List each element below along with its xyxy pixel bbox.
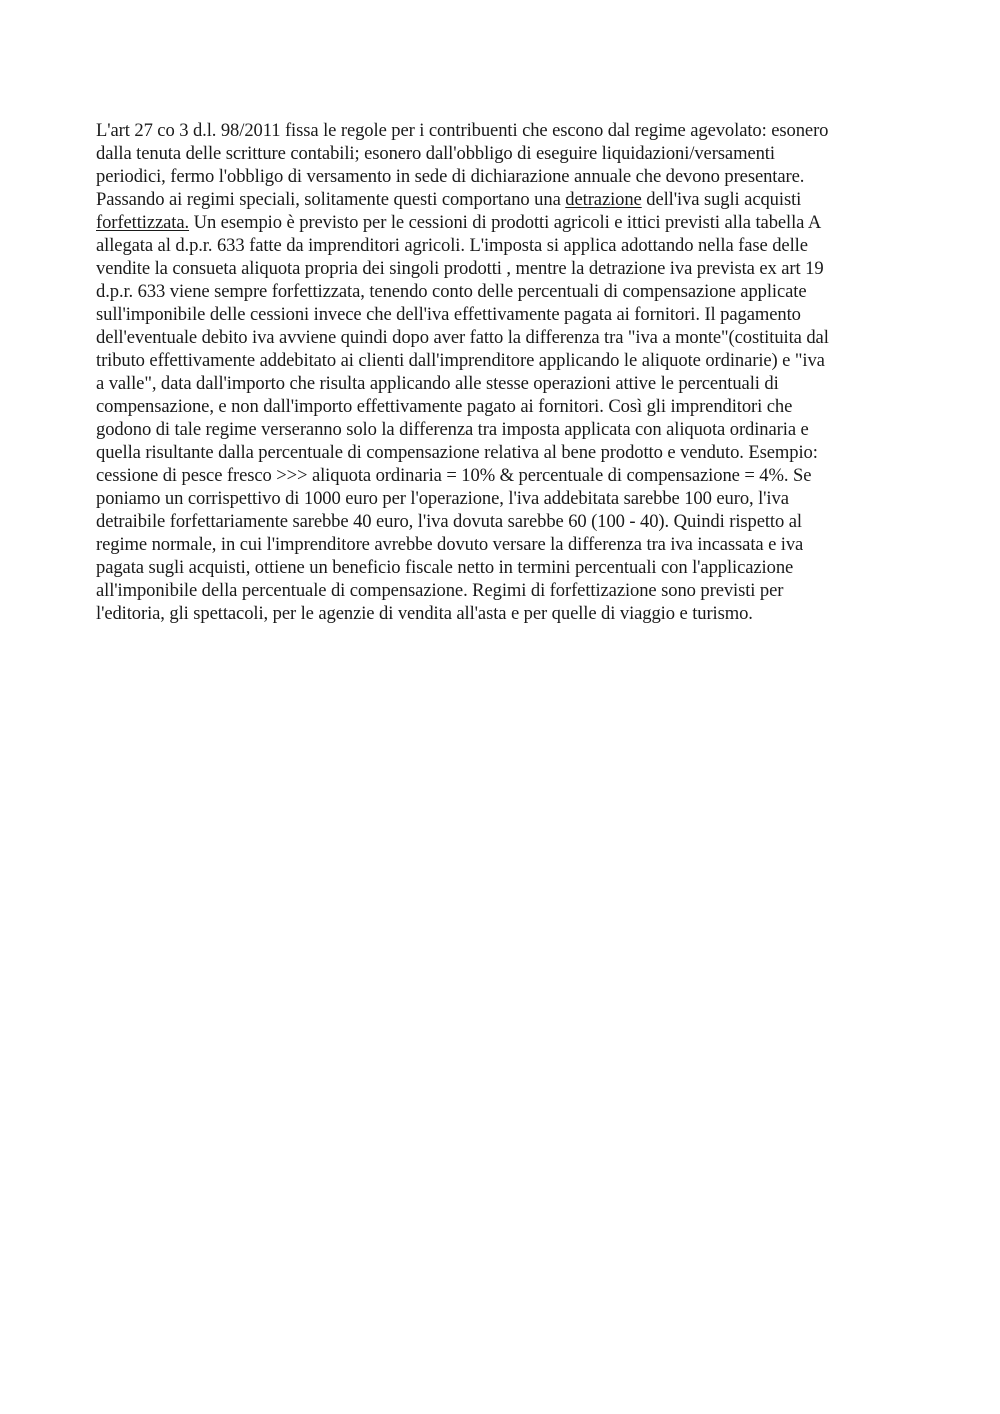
text-line: pagata sugli acquisti, ottiene un beneficio fiscale netto in termini percentuali con l'applicazione bbox=[96, 557, 794, 578]
text-line: godono di tale regime verseranno solo la differenza tra imposta applicata con aliquota ordinaria e bbox=[96, 419, 809, 440]
text-line: a valle", data dall'importo che risulta applicando alle stesse operazioni attive le percentuali di bbox=[96, 373, 779, 394]
text-segment: dell'iva sugli acquisti bbox=[641, 189, 802, 210]
text-segment: Passando ai regimi speciali, solitamente questi comportano una bbox=[96, 189, 566, 210]
text-line: dell'eventuale debito iva avviene quindi dopo aver fatto la differenza tra "iva a monte"(costituita dal bbox=[96, 327, 829, 348]
text-line: tributo effettivamente addebitato ai clienti dall'imprenditore applicando le aliquote ordinarie) e "iva bbox=[96, 350, 825, 371]
text-line: cessione di pesce fresco >>> aliquota ordinaria = 10% & percentuale di compensazione = 4%. Se bbox=[96, 465, 812, 486]
text-line: d.p.r. 633 viene sempre forfettizzata, tenendo conto delle percentuali di compensazione applicate bbox=[96, 281, 807, 302]
text-line: l'editoria, gli spettacoli, per le agenzie di vendita all'asta e per quelle di viaggio e turismo. bbox=[96, 603, 753, 624]
text-line: all'imponibile della percentuale di compensazione. Regimi di forfettizazione sono previsti per bbox=[96, 580, 784, 601]
text-line: dalla tenuta delle scritture contabili; esonero dall'obbligo di eseguire liquidazioni/versamenti bbox=[96, 143, 775, 164]
text-line: sull'imponibile delle cessioni invece che dell'iva effettivamente pagata ai fornitori. Il pagamento bbox=[96, 304, 801, 325]
text-line: poniamo un corrispettivo di 1000 euro per l'operazione, l'iva addebitata sarebbe 100 euro, l'iva bbox=[96, 488, 789, 509]
underlined-term-forfettizzata: forfettizzata. bbox=[96, 212, 190, 233]
text-line: vendite la consueta aliquota propria dei singoli prodotti , mentre la detrazione iva prevista ex art 19 bbox=[96, 258, 824, 279]
text-line: detraibile forfettariamente sarebbe 40 euro, l'iva dovuta sarebbe 60 (100 - 40). Quindi rispetto al bbox=[96, 511, 802, 532]
text-line: regime normale, in cui l'imprenditore avrebbe dovuto versare la differenza tra iva incassata e iva bbox=[96, 534, 804, 555]
text-segment: Un esempio è previsto per le cessioni di prodotti agricoli e ittici previsti alla tabella A bbox=[189, 212, 822, 233]
body-paragraph bbox=[96, 119, 908, 625]
underlined-term-detrazione: detrazione bbox=[565, 189, 642, 210]
text-line: L'art 27 co 3 d.l. 98/2011 fissa le regole per i contribuenti che escono dal regime agevolato: esonero bbox=[96, 120, 829, 141]
text-line: periodici, fermo l'obbligo di versamento in sede di dichiarazione annuale che devono presentare. bbox=[96, 166, 805, 187]
text-line: allegata al d.p.r. 633 fatte da imprenditori agricoli. L'imposta si applica adottando nella fase delle bbox=[96, 235, 808, 256]
text-line: quella risultante dalla percentuale di compensazione relativa al bene prodotto e venduto. Esempio: bbox=[96, 442, 818, 463]
text-line bbox=[96, 211, 908, 234]
text-line bbox=[96, 188, 908, 211]
text-line: compensazione, e non dall'importo effettivamente pagato ai fornitori. Così gli imprenditori che bbox=[96, 396, 793, 417]
